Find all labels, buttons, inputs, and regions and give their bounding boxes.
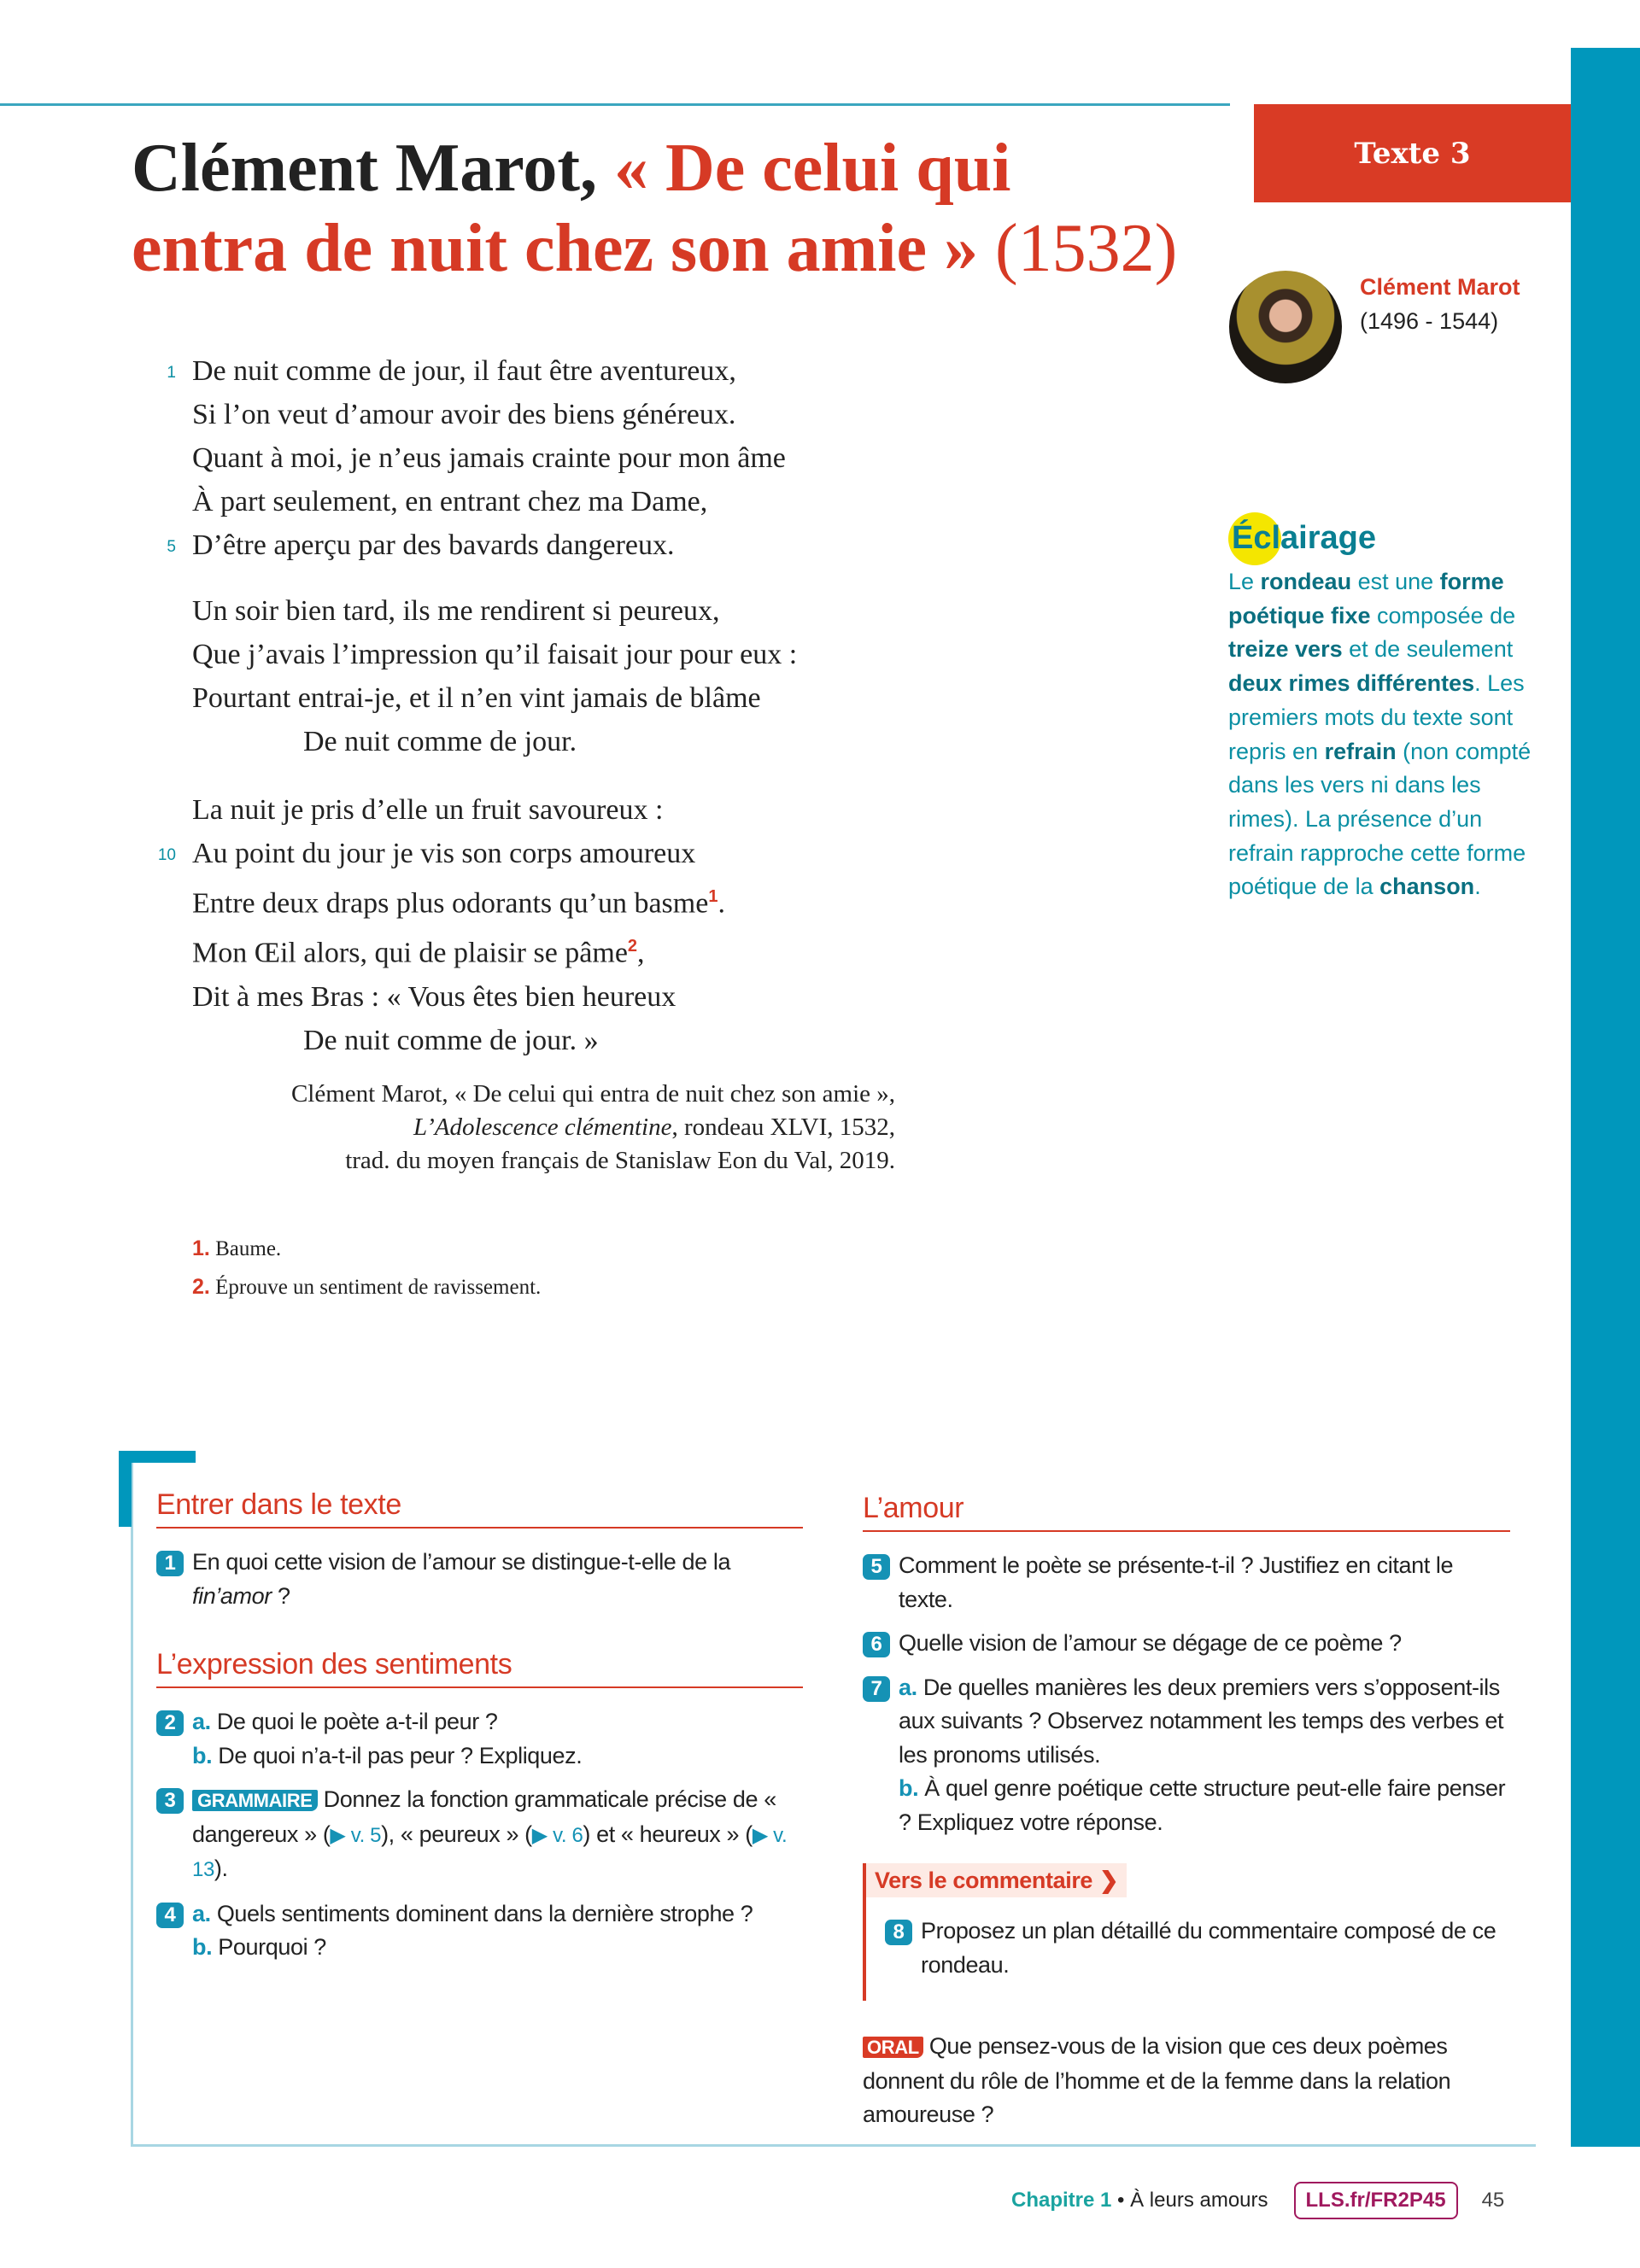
citation-details: , rondeau XLVI, 1532, [671, 1114, 895, 1141]
section-heading: L’amour [863, 1489, 1510, 1532]
eclairage-text: . [1474, 874, 1481, 900]
author-name: Clément Marot [1360, 274, 1520, 300]
oral-question [863, 2030, 1510, 2132]
eclairage-heading-text: Éclairage [1232, 520, 1376, 556]
question-number-badge: 4 [156, 1903, 184, 1928]
poem-punct: , [637, 937, 645, 969]
eclairage-text: Le [1228, 569, 1261, 594]
line-number: 5 [167, 538, 176, 556]
poem-stanza-2 [0, 589, 797, 763]
sub-question-label: a. [192, 1900, 211, 1926]
corner-accent [119, 1451, 196, 1463]
question-number-badge: 3 [156, 1788, 184, 1814]
question-text: Comment le poète se présente-t-il ? Justifiez en citant le texte. [899, 1552, 1454, 1612]
questions-left-column [156, 1486, 803, 1997]
verse-reference-link[interactable]: ▶ v. 5 [330, 1823, 382, 1847]
poem-line-text: Mon Œil alors, qui de plaisir se pâme [192, 937, 628, 969]
key-term: chanson [1379, 874, 1475, 900]
question-text: Proposez un plan détaillé du commentaire composé de ce rondeau. [921, 1918, 1496, 1978]
page-number: 45 [1481, 2189, 1505, 2212]
key-term: forme poétique fixe [1228, 569, 1504, 628]
poem-punct: . [718, 887, 725, 920]
footnote [192, 1268, 541, 1306]
question-text: Quelle vision de l’amour se dégage de ce poème ? [899, 1630, 1402, 1656]
sub-question-label: b. [192, 1742, 213, 1768]
author-portrait [1229, 271, 1342, 383]
question-item [863, 1671, 1510, 1840]
line-number: 10 [157, 846, 176, 864]
footnote-marker: 2 [627, 937, 638, 956]
poem-line [0, 875, 725, 925]
page-title [132, 128, 1242, 289]
eclairage-text: (non compté dans les vers ni dans les rimes). La présence d’un refrain rapproche cette forme poétique de la [1228, 738, 1532, 900]
page-footer [1011, 2182, 1504, 2219]
title-work-line2: entra de nuit chez son amie » [132, 211, 979, 286]
poem-line [0, 720, 797, 763]
question-item [863, 1627, 1510, 1661]
oral-badge: ORAL [863, 2037, 923, 2058]
poem-line [0, 589, 797, 633]
question-item [156, 1897, 803, 1965]
eclairage-text: . Les premiers mots du texte sont repris en [1228, 670, 1525, 764]
sub-question-label: a. [899, 1674, 917, 1700]
poem-line-text: Entre deux draps plus odorants qu’un basme [192, 887, 709, 920]
footnote-key: 2. [192, 1275, 210, 1299]
question-text: De quoi n’a-t-il pas peur ? Expliquez. [212, 1742, 583, 1768]
verse-reference-link[interactable]: ▶ v. 6 [531, 1823, 583, 1847]
sub-question-label: b. [899, 1775, 919, 1801]
questions-right-column [863, 1489, 1510, 2132]
section-heading: L’expression des sentiments [156, 1645, 803, 1688]
question-text: Quels sentiments dominent dans la dernière strophe ? [210, 1900, 753, 1926]
citation-book-title: L’Adolescence clémentine [413, 1114, 672, 1141]
question-number-badge: 1 [156, 1551, 184, 1576]
question-item [863, 1549, 1510, 1616]
citation [171, 1078, 895, 1178]
poem-line [0, 480, 786, 523]
verse-reference-link[interactable]: ▶ v. 13 [192, 1823, 788, 1881]
footnote [192, 1230, 541, 1268]
question-text: De quoi le poète a-t-il peur ? [210, 1709, 498, 1734]
line-number: 1 [167, 364, 176, 382]
text-number-banner [1254, 104, 1571, 202]
sub-question-label: b. [192, 1934, 213, 1960]
title-author: Clément Marot, [132, 131, 614, 206]
question-number-badge: 7 [863, 1676, 890, 1702]
poem-line [0, 832, 725, 875]
eclairage-text: est une [1351, 569, 1440, 594]
question-text: En quoi cette vision de l’amour se distingue-t-elle de la [192, 1549, 731, 1575]
question-item [156, 1546, 803, 1613]
oral-text: Que pensez-vous de la vision que ces deux poèmes donnent du rôle de l’homme et de la femme dans la relation amoureuse ? [863, 2033, 1451, 2127]
key-term: refrain [1324, 738, 1397, 764]
footer-link[interactable]: LLS.fr/FR2P45 [1294, 2182, 1458, 2219]
poem-stanza-3 [0, 788, 725, 1062]
question-item [156, 1705, 803, 1773]
author-dates: (1496 - 1544) [1360, 308, 1499, 334]
citation-line: Clément Marot, « De celui qui entra de nuit chez son amie », [290, 1080, 895, 1108]
poem-line-text: D’être aperçu par des bavards dangereux. [192, 529, 675, 561]
poem-line [0, 393, 786, 436]
questions-box-border [131, 2144, 1536, 2147]
footer-separator: • [1111, 2189, 1131, 2212]
author-info [1360, 270, 1520, 338]
footnote-marker: 1 [708, 887, 718, 906]
poem-line-text: Dit à mes Bras : « Vous êtes bien heureux [192, 980, 676, 1013]
eclairage-text: composée de [1370, 602, 1516, 628]
poem-line-text: Pourtant entrai-je, et il n’en vint jamais de blâme [192, 682, 761, 714]
poem-line-text: Un soir bien tard, ils me rendirent si peureux, [192, 595, 720, 627]
side-color-bar [1571, 48, 1640, 2147]
questions-box-border [131, 1454, 133, 2147]
question-text: ), « peureux » ( [381, 1821, 532, 1847]
poem-line-text: Si l’on veut d’amour avoir des biens généreux. [192, 399, 736, 430]
eclairage-body [1228, 565, 1553, 904]
poem-line [0, 349, 786, 393]
poem-line [0, 676, 797, 720]
question-text: De quelles manières les deux premiers vers s’opposent-ils aux suivants ? Observez notamment les temps des verbes et les pronoms utilisés. [899, 1674, 1504, 1768]
poem-line-text: La nuit je pris d’elle un fruit savoureux : [192, 794, 664, 826]
poem-line-text: À part seulement, en entrant chez ma Dame, [192, 486, 708, 517]
poem-stanza-1 [0, 349, 786, 567]
question-item [156, 1783, 803, 1887]
footer-chapter-title: À leurs amours [1130, 2189, 1268, 2212]
citation-line: trad. du moyen français de Stanislaw Eon du Val, 2019. [345, 1147, 895, 1174]
question-text: ). [214, 1856, 228, 1881]
question-text: Pourquoi ? [212, 1934, 326, 1960]
key-term: treize vers [1228, 636, 1343, 663]
section-heading: Entrer dans le texte [156, 1486, 803, 1529]
poem-line [0, 1019, 725, 1062]
poem-line-text: De nuit comme de jour, il faut être aventureux, [192, 355, 736, 387]
vers-le-commentaire [863, 1863, 1510, 2001]
poem-line [0, 975, 725, 1019]
footer-chapter: Chapitre 1 [1011, 2189, 1112, 2212]
sub-question-label: a. [192, 1709, 211, 1734]
footnote-text: Baume. [209, 1237, 282, 1260]
title-year: (1532) [978, 211, 1178, 286]
chevron-right-icon: ❯ [1099, 1868, 1119, 1893]
question-item [885, 1914, 1510, 1982]
key-term: deux rimes différentes [1228, 670, 1475, 697]
text-number-label: Texte 3 [1354, 136, 1471, 171]
footnote-text: Éprouve un sentiment de ravissement. [209, 1276, 542, 1299]
poem-line [0, 788, 725, 832]
top-rule [0, 103, 1230, 106]
eclairage-text: et de seulement [1342, 636, 1514, 663]
question-text: Donnez la fonction grammaticale précise de « dangereux » ( [192, 1786, 776, 1847]
question-number-badge: 6 [863, 1632, 890, 1657]
question-number-badge: 5 [863, 1554, 890, 1580]
question-number-badge: 2 [156, 1710, 184, 1736]
poem-line [0, 633, 797, 676]
poem-line [0, 523, 786, 567]
vers-tag-label: Vers le commentaire [875, 1868, 1093, 1893]
poem-line-text: Que j’avais l’impression qu’il faisait jour pour eux : [192, 639, 798, 670]
citation-line [171, 1111, 895, 1144]
key-term: rondeau [1260, 569, 1352, 594]
poem-line [0, 925, 725, 974]
eclairage-heading [1228, 511, 1553, 565]
footnotes [192, 1230, 541, 1306]
poem-line-text: De nuit comme de jour. [303, 726, 577, 757]
italic-term: fin’amor [192, 1582, 272, 1609]
vers-le-commentaire-tag [866, 1863, 1127, 1897]
poem-line-text: Au point du jour je vis son corps amoureux [192, 838, 696, 869]
question-number-badge: 8 [885, 1920, 912, 1945]
question-text: À quel genre poétique cette structure peut-elle faire penser ? Expliquez votre réponse. [899, 1775, 1506, 1835]
question-text: ) et « heureux » ( [583, 1821, 753, 1847]
footnote-key: 1. [192, 1236, 210, 1260]
eclairage-box [1228, 511, 1553, 904]
poem-line [0, 436, 786, 480]
grammaire-badge: GRAMMAIRE [192, 1790, 318, 1811]
poem-line-text: De nuit comme de jour. » [303, 1024, 599, 1056]
poem-line-text: Quant à moi, je n’eus jamais crainte pour mon âme [192, 442, 786, 474]
title-work-line1: « De celui qui [614, 131, 1011, 206]
question-text: ? [271, 1582, 290, 1609]
